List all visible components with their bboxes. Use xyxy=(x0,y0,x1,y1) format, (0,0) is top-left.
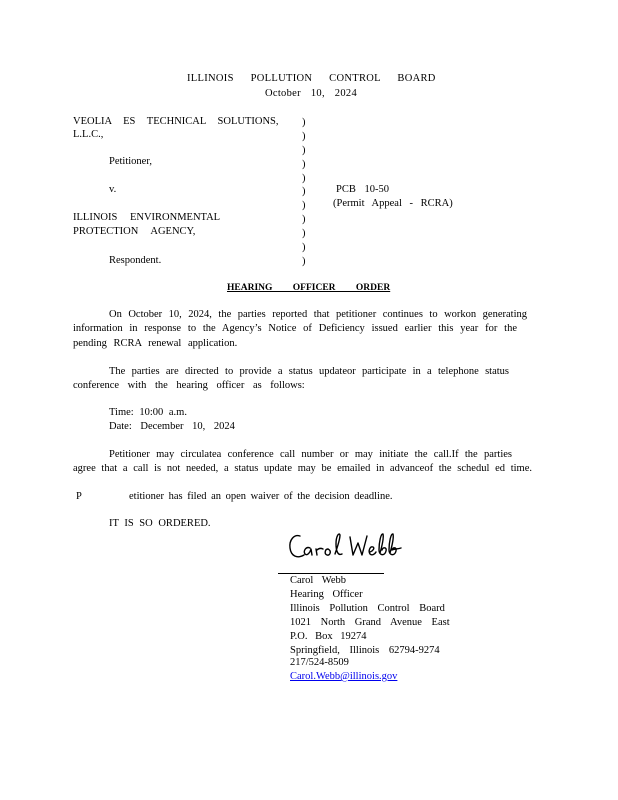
petitioner-name-line1: VEOLIA ES TECHNICAL SOLUTIONS, xyxy=(73,116,279,127)
signer-email-link[interactable]: Carol.Webb@illinois.gov xyxy=(290,671,398,682)
paren: ) xyxy=(302,144,306,156)
paragraph-4-text: etitioner has filed an open waiver of the decision deadline. xyxy=(129,491,393,502)
signature-image xyxy=(286,530,414,564)
paren: ) xyxy=(302,158,306,170)
signer-name: Carol Webb xyxy=(290,575,346,586)
order-title: HEARING OFFICER ORDER xyxy=(227,283,391,293)
paren: ) xyxy=(302,228,306,240)
paren: ) xyxy=(302,200,306,212)
signer-title: Hearing Officer xyxy=(290,589,363,600)
paren: ) xyxy=(302,214,306,226)
paragraph-2-line2: conference with the hearing officer as follows: xyxy=(73,380,305,391)
order-date: October 10, 2024 xyxy=(265,88,357,99)
board-name: ILLINOIS POLLUTION CONTROL BOARD xyxy=(187,73,436,84)
paren: ) xyxy=(302,172,306,184)
so-ordered: IT IS SO ORDERED. xyxy=(109,518,211,529)
hearing-date: Date: December 10, 2024 xyxy=(109,421,235,432)
signer-street: 1021 North Grand Avenue East xyxy=(290,617,450,628)
caption-parentheses xyxy=(302,116,306,269)
signer-city: Springfield, Illinois 62794-9274 xyxy=(290,645,440,656)
paragraph-3-line1: Petitioner may circulatea conference call number or may initiate the call.If the parties xyxy=(109,449,512,460)
petitioner-role: Petitioner, xyxy=(109,156,153,167)
paren: ) xyxy=(302,117,306,128)
paren: ) xyxy=(302,242,306,254)
paren: ) xyxy=(302,186,306,198)
paragraph-3-line2: agree that a call is not needed, a status update may be emailed in advanceof the schedul ed time. xyxy=(73,463,532,474)
paragraph-4-initial: P xyxy=(76,491,82,502)
paragraph-2-line1: The parties are directed to provide a status updateor participate in a telephone status xyxy=(109,366,509,377)
case-type: (Permit Appeal - RCRA) xyxy=(333,198,453,209)
versus: v. xyxy=(109,184,117,195)
respondent-role: Respondent. xyxy=(109,255,162,266)
case-number: PCB 10-50 xyxy=(336,184,389,195)
petitioner-name-line2: L.L.C., xyxy=(73,129,104,140)
paragraph-1-line3: pending RCRA renewal application. xyxy=(73,338,238,349)
signer-org: Illinois Pollution Control Board xyxy=(290,603,445,614)
signature-line xyxy=(278,573,384,574)
hearing-time: Time: 10:00 a.m. xyxy=(109,407,187,418)
paren: ) xyxy=(302,255,306,267)
paragraph-1-line1: On October 10, 2024, the parties reported that petitioner continues to workon generating xyxy=(109,309,527,320)
respondent-name-line2: PROTECTION AGENCY, xyxy=(73,226,196,237)
paragraph-1-line2: information in response to the Agency’s Notice of Deficiency issued earlier this year for the xyxy=(73,323,517,334)
respondent-name-line1: ILLINOIS ENVIRONMENTAL xyxy=(73,212,221,223)
signer-po-box: P.O. Box 19274 xyxy=(290,631,367,642)
paren: ) xyxy=(302,130,306,142)
signer-phone: 217/524-8509 xyxy=(290,657,349,668)
